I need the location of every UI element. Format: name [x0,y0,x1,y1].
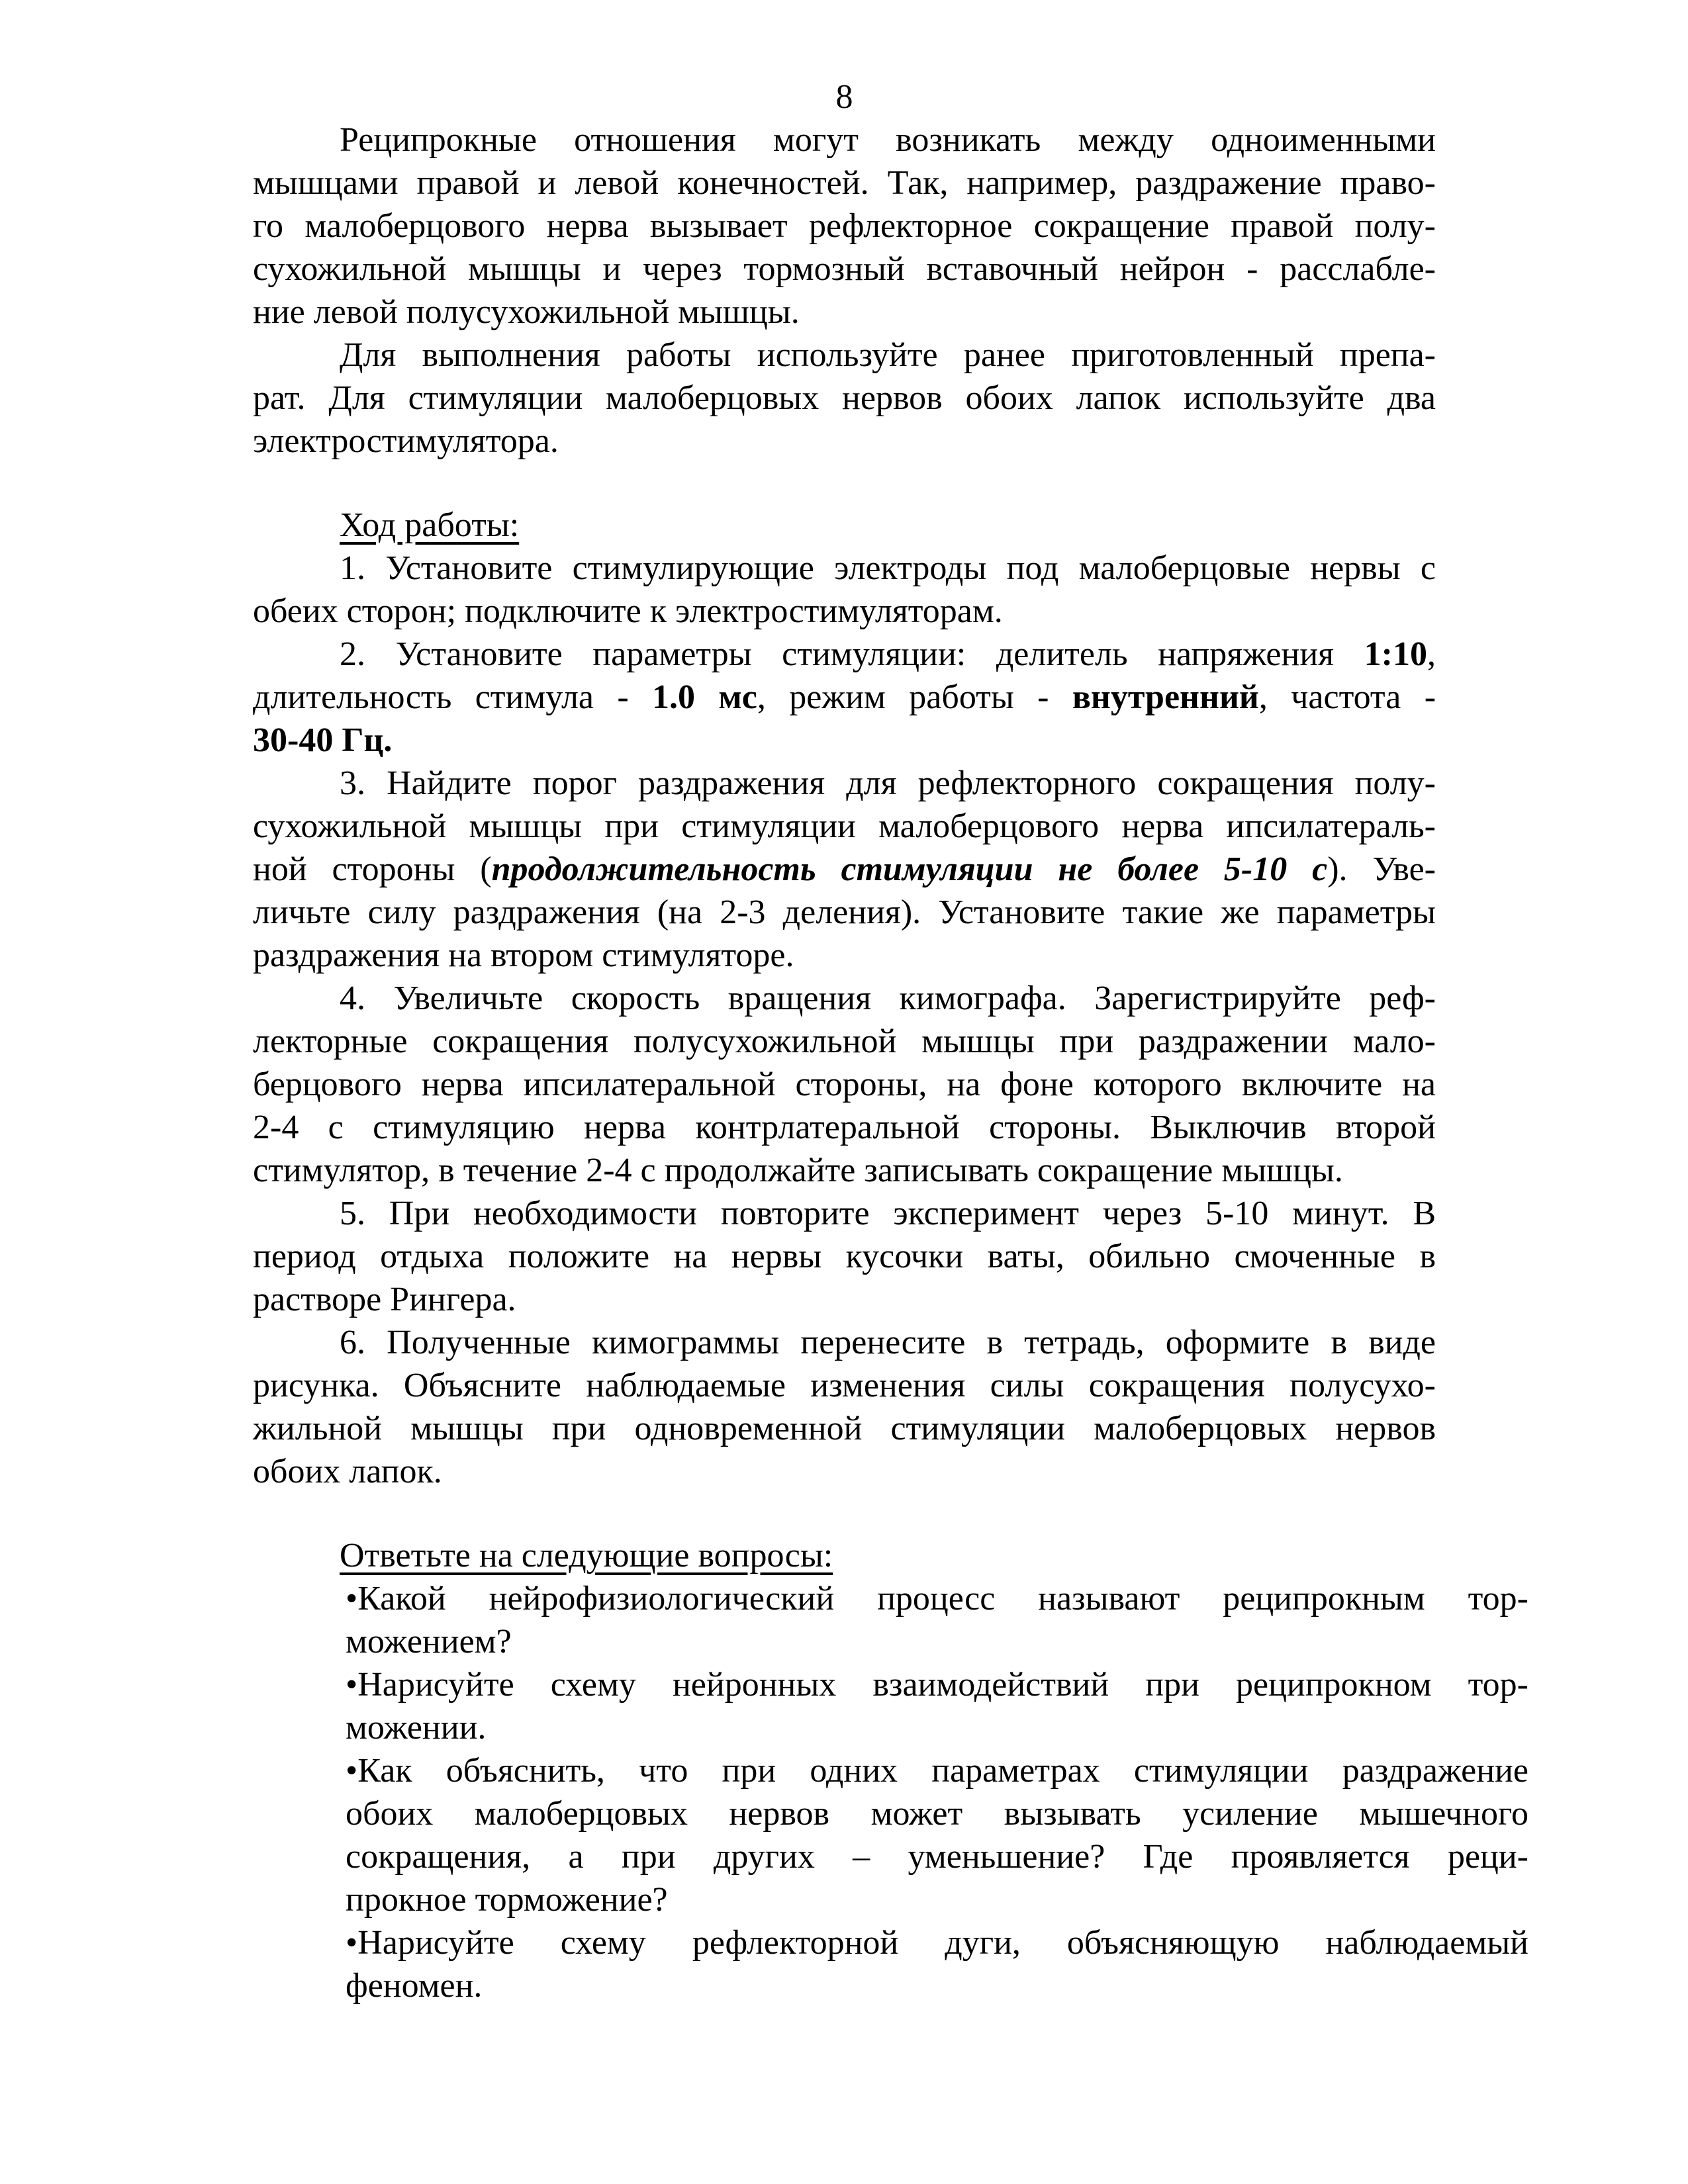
blank-line [253,463,1436,504]
text-line [346,1749,1528,1792]
text-line [253,1235,1436,1278]
step-4 [253,977,1436,1192]
text-segment: феномен. [346,1967,483,2005]
step-6 [253,1321,1436,1493]
text-line [346,1706,1528,1749]
text-segment: мышцами правой и левой конечностей. Так, например, раздражение право- [253,164,1436,202]
text-line [253,676,1436,719]
text-line [253,547,1436,590]
text-segment: длительность стимула - [253,678,652,716]
text-segment: Для выполнения работы используйте ранее приготовленный препа- [340,336,1436,374]
text-segment: Ответьте на следующие вопросы: [340,1537,833,1574]
text-segment: берцового нерва ипсилатеральной стороны, на фоне которого включите на [253,1066,1436,1103]
text-line [253,1364,1436,1407]
text-line [253,1020,1436,1063]
text-segment: 4. Увеличьте скорость вращения кимографа. Зарегистрируйте реф- [340,979,1436,1017]
text-segment: 1. Установите стимулирующие электроды под малоберцовые нервы с [340,549,1436,587]
step-5 [253,1192,1436,1321]
text-line [253,719,1436,762]
text-line [253,118,1436,161]
text-segment: , [1427,635,1436,673]
emphasis-text: 1:10 [1364,635,1427,673]
text-line [346,1577,1528,1620]
text-segment: обоих малоберцовых нервов может вызывать усиление мышечного [346,1795,1528,1833]
text-segment: можением? [346,1623,512,1661]
text-line [253,1149,1436,1192]
text-line [340,504,1523,547]
emphasis-text: 1.0 мс [652,678,757,716]
text-line [340,1534,1523,1577]
text-segment: 2-4 с стимуляцию нерва контрлатеральной стороны. Выключив второй [253,1109,1436,1146]
text-line [253,1321,1436,1364]
procedure-heading [340,504,1523,547]
question-4 [346,1921,1528,2007]
text-line [346,1835,1528,1878]
text-segment: обоих лапок. [253,1453,442,1490]
intro-paragraph [253,118,1436,334]
text-line [253,161,1436,205]
text-segment: 6. Полученные кимограммы перенесите в тетрадь, оформите в виде [340,1324,1436,1361]
emphasis-text: 30-40 Гц. [253,721,393,759]
text-line [253,205,1436,248]
text-segment: электростимулятора. [253,422,559,460]
question-2 [346,1663,1528,1749]
text-line [253,334,1436,377]
emphasis-text: внутренний [1072,678,1259,716]
text-line [253,1063,1436,1106]
text-line [346,1663,1528,1706]
step-1 [253,547,1436,633]
document-body [253,118,1528,2007]
text-segment: •Нарисуйте схему рефлекторной дуги, объясняющую наблюдаемый [346,1924,1528,1962]
text-line [253,291,1436,334]
text-line [253,1106,1436,1149]
text-line [346,1792,1528,1835]
text-segment: рисунка. Объясните наблюдаемые изменения силы сокращения полусухо- [253,1367,1436,1404]
text-segment: сухожильной мышцы и через тормозный вставочный нейрон - расслабле- [253,250,1436,288]
text-segment: 3. Найдите порог раздражения для рефлекторного сокращения полу- [340,764,1436,802]
text-segment: •Как объяснить, что при одних параметрах стимуляции раздражение [346,1752,1528,1790]
text-line [346,1921,1528,1964]
text-segment: период отдыха положите на нервы кусочки ваты, обильно смоченные в [253,1238,1436,1275]
text-segment: ). Уве- [1327,850,1436,888]
text-line [346,1964,1528,2007]
text-line [253,1192,1436,1235]
question-1 [346,1577,1528,1663]
text-line [253,934,1436,977]
text-line [253,1407,1436,1450]
text-line [253,848,1436,891]
text-segment: прокное торможение? [346,1881,668,1919]
emphasis-text: продолжительность стимуляции не более 5-10 с [491,850,1328,888]
text-line [346,1878,1528,1921]
blank-line [253,1493,1436,1534]
text-segment: сокращения, а при других – уменьшение? Где проявляется реци- [346,1838,1528,1876]
question-3 [346,1749,1528,1921]
text-segment: •Какой нейрофизиологический процесс называют реципрокным тор- [346,1580,1528,1617]
text-line [346,1620,1528,1663]
text-segment: личьте силу раздражения (на 2-3 деления). Установите такие же параметры [253,893,1436,931]
text-segment: жильной мышцы при одновременной стимуляции малоберцовых нервов [253,1410,1436,1447]
text-line [253,805,1436,848]
text-segment: стимулятор, в течение 2-4 с продолжайте записывать сокращение мышцы. [253,1152,1343,1189]
text-line [253,977,1436,1020]
text-segment: сухожильной мышцы при стимуляции малоберцового нерва ипсилатераль- [253,807,1436,845]
text-segment: растворе Рингера. [253,1281,516,1318]
text-segment: , режим работы - [757,678,1072,716]
text-line [253,1450,1436,1493]
text-line [253,248,1436,291]
page-number: 8 [835,78,853,116]
step-2 [253,633,1436,762]
text-segment: обеих сторон; подключите к электростимуляторам. [253,592,1003,630]
text-segment: можении. [346,1709,487,1747]
text-line [253,377,1436,420]
text-segment: Ход работы: [340,506,520,544]
text-line [253,633,1436,676]
text-line [253,891,1436,934]
text-segment: ние левой полусухожильной мышцы. [253,293,800,331]
text-line [253,762,1436,805]
text-segment: лекторные сокращения полусухожильной мышцы при раздражении мало- [253,1023,1436,1060]
text-segment: , частота - [1258,678,1436,716]
text-segment: 5. При необходимости повторите эксперимент через 5-10 минут. В [340,1195,1436,1232]
text-segment: раздражения на втором стимуляторе. [253,936,794,974]
text-line [253,1278,1436,1321]
text-segment: 2. Установите параметры стимуляции: делитель напряжения [340,635,1364,673]
questions-heading [340,1534,1523,1577]
step-3 [253,762,1436,977]
text-line [253,590,1436,633]
text-segment: ной стороны ( [253,850,492,888]
preparation-paragraph [253,334,1436,463]
text-segment: рат. Для стимуляции малоберцовых нервов обоих лапок используйте два [253,379,1436,417]
text-block [253,75,1528,2007]
text-segment: Реципрокные отношения могут возникать между одноименными [340,121,1436,159]
text-line [253,420,1436,463]
text-segment: го малоберцового нерва вызывает рефлекторное сокращение правой полу- [253,207,1436,245]
text-segment: •Нарисуйте схему нейронных взаимодействий при реципрокном тор- [346,1666,1528,1704]
